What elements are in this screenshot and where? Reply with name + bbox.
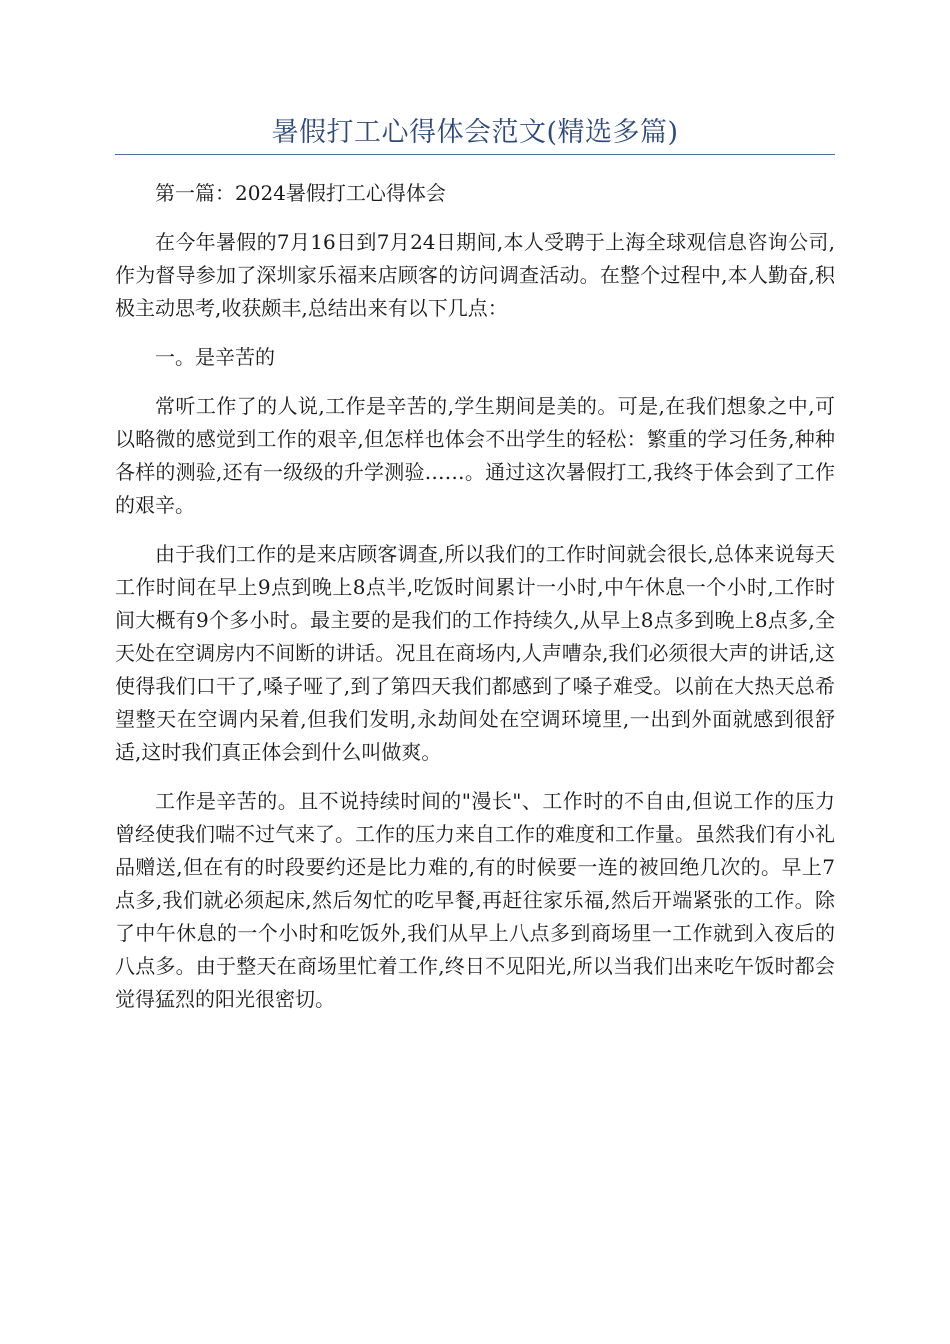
- section-heading: 第一篇：2024暑假打工心得体会: [155, 181, 446, 205]
- title-underline: [115, 154, 835, 155]
- sub-heading: 一。是辛苦的: [155, 345, 275, 369]
- paragraph: 工作是辛苦的。且不说持续时间的"漫长"、工作时的不自由,但说工作的压力曾经使我们喘不过气来了。工作的压力来自工作的难度和工作量。虽然我们有小礼品赠送,但在有的时段要约还是比力难的,有的时候要一连的被回绝几次的。早上7点多,我们就必须起床,然后匆忙的吃早餐,再赶往家乐福,然后开端紧张的工作。除了中午休息的一个小时和吃饭外,我们从早上八点多到商场里一工作就到入夜后的八点多。由于整天在商场里忙着工作,终日不见阳光,所以当我们出来吃午饭时都会觉得猛烈的阳光很密切。: [115, 789, 835, 1011]
- paragraph: 在今年暑假的7月16日到7月24日期间,本人受聘于上海全球观信息咨询公司,作为督导参加了深圳家乐福来店顾客的访问调查活动。在整个过程中,本人勤奋,积极主动思考,收获颇丰,总结出来有以下几点：: [115, 230, 835, 320]
- document-body: [115, 177, 835, 1032]
- paragraph: 由于我们工作的是来店顾客调查,所以我们的工作时间就会很长,总体来说每天工作时间在早上9点到晚上8点半,吃饭时间累计一小时,中午休息一个小时,工作时间大概有9个多小时。最主要的是我们的工作持续久,从早上8点多到晚上8点多,全天处在空调房内不间断的讲话。况且在商场内,人声嘈杂,我们必须很大声的讲话,这使得我们口干了,嗓子哑了,到了第四天我们都感到了嗓子难受。以前在大热天总希望整天在空调内呆着,但我们发明,永劫间处在空调环境里,一出到外面就感到很舒适,这时我们真正体会到什么叫做爽。: [115, 542, 835, 764]
- paragraph: 常听工作了的人说,工作是辛苦的,学生期间是美的。可是,在我们想象之中,可以略微的感觉到工作的艰辛,但怎样也体会不出学生的轻松：繁重的学习任务,种种各样的测验,还有一级级的升学测验……。通过这次暑假打工,我终于体会到了工作的艰辛。: [115, 394, 835, 517]
- document-title: 暑假打工心得体会范文(精选多篇): [271, 117, 679, 148]
